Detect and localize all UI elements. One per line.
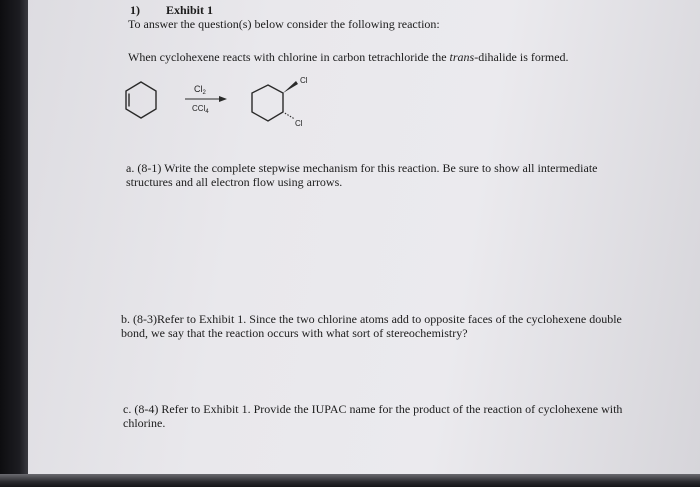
question-b-line-1: b. (8-3)Refer to Exhibit 1. Since the two chlorine atoms add to opposite faces of the cyclohexene double: [121, 312, 622, 326]
cyclohexene-structure: [126, 82, 156, 118]
statement-suffix: -dihalide is formed.: [474, 50, 569, 64]
question-number: 1): [130, 3, 140, 17]
reagent-label: $Cl_2$: [194, 84, 206, 96]
screen-bezel-bottom: [0, 474, 700, 487]
question-c-line-2: chlorine.: [123, 416, 166, 430]
reaction-statement: [128, 50, 569, 64]
product-chlorine-bottom: Cl: [295, 119, 303, 128]
reaction-scheme: [115, 70, 335, 140]
exhibit-title: Exhibit 1: [166, 3, 214, 17]
solvent-label: CCl$_4$: [192, 104, 209, 115]
question-a-line-1: a. (8-1) Write the complete stepwise mechanism for this reaction. Be sure to show all intermediate: [126, 161, 598, 175]
question-b-line-2: bond, we say that the reaction occurs with what sort of stereochemistry?: [121, 326, 468, 340]
exhibit-intro: To answer the question(s) below consider the following reaction:: [128, 17, 440, 31]
question-a-line-2: structures and all electron flow using arrows.: [126, 175, 343, 189]
trans-dichlorocyclohexane-structure: [252, 81, 298, 121]
reaction-arrow: [185, 96, 227, 102]
statement-prefix: When cyclohexene reacts with chlorine in carbon tetrachloride the: [128, 50, 450, 64]
product-chlorine-top: Cl: [300, 76, 308, 85]
statement-italic: trans: [449, 50, 475, 64]
question-c-line-1: c. (8-4) Refer to Exhibit 1. Provide the IUPAC name for the product of the reaction of cyclohexene with: [123, 402, 623, 416]
screen-bezel-left: [0, 0, 28, 487]
